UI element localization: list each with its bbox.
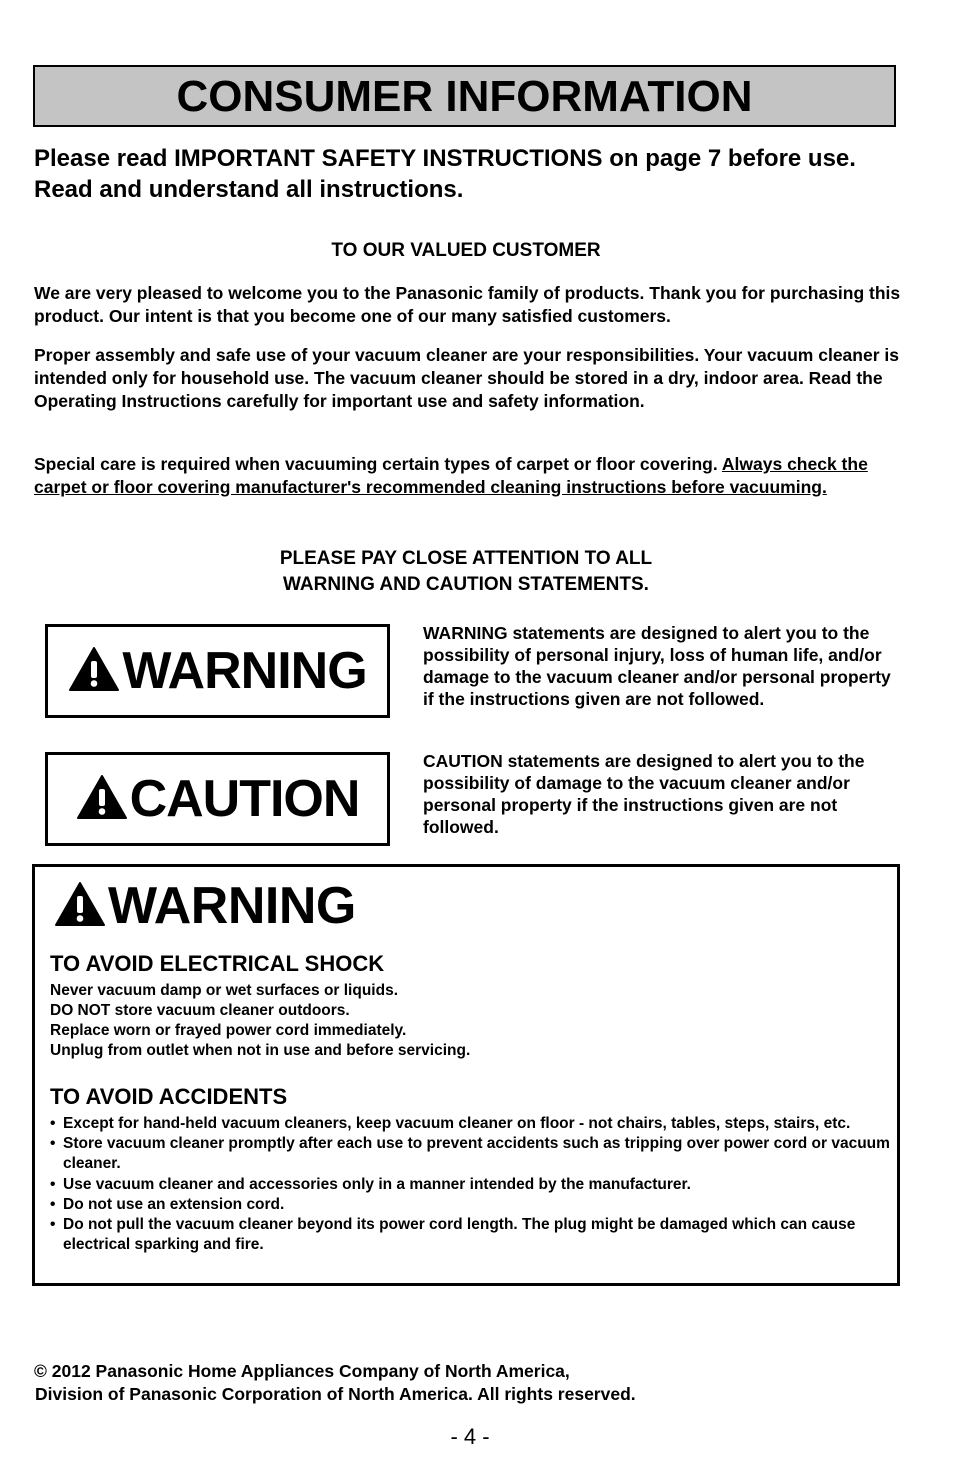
title-banner (33, 65, 896, 127)
intro-notice: Please read IMPORTANT SAFETY INSTRUCTIONS on page 7 before use. Read and understand all instructions. (34, 145, 856, 203)
accident-item: • Except for hand-held vacuum cleaners, keep vacuum cleaner on floor - not chairs, tables, steps, stairs, etc. (50, 1115, 851, 1132)
warning-sign (45, 624, 390, 718)
caution-sign (45, 752, 390, 846)
warning-triangle-icon (76, 774, 128, 825)
copyright-footer (34, 1360, 636, 1406)
accident-item: • Do not pull the vacuum cleaner beyond its power cord length. The plug might be damaged which can cause electrical sparking and fire. (50, 1216, 856, 1254)
caution-description: CAUTION statements are designed to alert you to the possibility of damage to the vacuum cleaner and/or personal property if the instructions given are not followed. (423, 751, 865, 837)
shock-item: Unplug from outlet when not in use and before servicing. (50, 1042, 471, 1059)
shock-item: Never vacuum damp or wet surfaces or liquids. (50, 982, 399, 999)
warning-description: WARNING statements are designed to alert you to the possibility of personal injury, loss of human life, and/or damage to the vacuum cleaner and/or personal property if the instructions given are not followed. (423, 623, 891, 709)
responsibility-paragraph (34, 344, 904, 413)
carpet-care-underlined: Always check the carpet or floor covering manufacturer's recommended cleaning instructions before vacuuming. (34, 454, 868, 497)
box-warning-title (54, 877, 356, 935)
copyright-line-2: Division of Panasonic Corporation of North America. All rights reserved. (35, 1384, 636, 1404)
greeting-heading: TO OUR VALUED CUSTOMER (331, 240, 601, 261)
page-title: CONSUMER INFORMATION (176, 72, 753, 121)
accident-item: • Use vacuum cleaner and accessories only in a manner intended by the manufacturer. (50, 1175, 691, 1193)
welcome-paragraph (34, 282, 904, 328)
accidents-list (50, 1114, 890, 1255)
shock-heading: TO AVOID ELECTRICAL SHOCK (50, 951, 385, 976)
box-warning-label: WARNING (108, 877, 356, 935)
attention-heading (0, 546, 932, 598)
attention-line-1: PLEASE PAY CLOSE ATTENTION TO ALL (279, 548, 653, 569)
caution-label: CAUTION (129, 770, 360, 828)
page-number: - 4 - (450, 1424, 490, 1449)
accidents-heading: TO AVOID ACCIDENTS (50, 1084, 288, 1109)
carpet-care-text: Special care is required when vacuuming certain types of carpet or floor covering. (34, 454, 722, 474)
carpet-care-paragraph (34, 453, 904, 499)
responsibility-text: Proper assembly and safe use of your vacuum cleaner are your responsibilities. Your vacuum cleaner is intended only for household use. The vacuum cleaner should be stored in a dry, indoor area. Read the Operating Instructions carefully for important use and safety information. (34, 345, 899, 411)
warning-label: WARNING (122, 642, 367, 700)
warning-triangle-icon (68, 646, 120, 697)
shock-item: DO NOT store vacuum cleaner outdoors. (50, 1002, 350, 1019)
shock-item: Replace worn or frayed power cord immediately. (50, 1022, 407, 1039)
welcome-text: We are very pleased to welcome you to the Panasonic family of products. Thank you for purchasing this product. Our intent is that you become one of our many satisfied customers. (34, 283, 901, 326)
warning-triangle-icon (54, 881, 106, 932)
attention-line-2: WARNING AND CAUTION STATEMENTS. (283, 574, 649, 595)
accident-item: • Do not use an extension cord. (50, 1195, 285, 1213)
shock-list (50, 981, 890, 1061)
accident-item: • Store vacuum cleaner promptly after each use to prevent accidents such as tripping over power cord or vacuum cleaner. (50, 1135, 890, 1173)
copyright-line-1: © 2012 Panasonic Home Appliances Company of North America, (34, 1361, 570, 1381)
